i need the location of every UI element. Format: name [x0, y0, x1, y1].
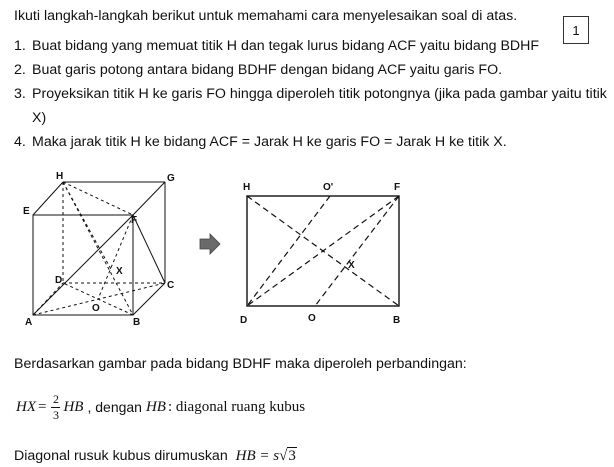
plane-line-fd	[247, 196, 399, 306]
cube-edge-bc	[133, 283, 165, 315]
diagonal-formula-line	[14, 448, 297, 465]
cube-label-c: C	[167, 280, 175, 291]
plane-label-o: O	[308, 313, 316, 324]
step-number: 4.	[14, 134, 26, 150]
cube-label-g: G	[167, 173, 175, 184]
formula-variable: HB	[145, 398, 166, 415]
cube-label-f: F	[131, 215, 138, 226]
diagonal-expression	[236, 448, 297, 464]
intro-text: Ikuti langkah-langkah berikut untuk memahami cara menyelesaikan soal di atas.	[14, 8, 518, 24]
step-number: 1.	[14, 38, 26, 54]
cube-diag-hb	[63, 182, 133, 315]
plane-label-d: D	[240, 315, 248, 326]
formula-description: : diagonal ruang kubus	[167, 398, 306, 415]
plane-bdhf-diagram	[247, 196, 399, 306]
cube-line-hx	[63, 182, 112, 271]
plane-label-h: H	[243, 182, 251, 193]
cube-label-e: E	[23, 206, 30, 217]
cube-label-a: A	[25, 317, 33, 328]
cube-label-b: B	[133, 317, 141, 328]
fraction-numerator: 2	[52, 391, 59, 406]
geometry-figure	[0, 160, 614, 335]
formula-eq: =	[38, 398, 47, 415]
formula-fraction	[51, 393, 60, 422]
step-item	[14, 58, 612, 82]
sqrt-radicand: 3	[288, 448, 296, 464]
sqrt-symbol: √3	[279, 448, 296, 464]
step-item	[14, 130, 612, 154]
step-item	[14, 82, 612, 130]
cube-label-o: O	[92, 303, 100, 314]
formula-separator: , dengan	[87, 399, 142, 415]
plane-line-oprime-d	[247, 196, 330, 306]
cube-diag-hf	[63, 182, 133, 215]
plane-line-fo	[315, 196, 399, 306]
ratio-intro-text: Berdasarkan gambar pada bidang BDHF maka diperoleh perbandingan:	[14, 356, 467, 372]
page-badge: 1	[563, 16, 589, 44]
plane-label-f: F	[394, 182, 401, 193]
cube-edge-eh	[33, 182, 63, 215]
cube-line-af	[33, 215, 133, 315]
cube-label-h: H	[56, 171, 64, 182]
cube-line-fo	[98, 215, 133, 299]
cube-edge-fg	[133, 182, 165, 215]
step-text: Maka jarak titik H ke bidang ACF = Jarak H ke garis FO = Jarak H ke titik X.	[32, 134, 507, 150]
plane-label-oprime: O'	[323, 182, 334, 193]
plane-label-x: X	[348, 260, 355, 271]
cube-diagram	[33, 182, 165, 315]
step-text: Buat garis potong antara bidang BDHF dengan bidang ACF yaitu garis FO.	[32, 62, 503, 78]
diagonal-text: Diagonal rusuk kubus dirumuskan	[14, 448, 228, 464]
cube-line-fc	[133, 215, 165, 283]
ratio-formula	[16, 385, 305, 429]
step-number: 3.	[14, 86, 26, 102]
cube-label-x: X	[116, 266, 123, 277]
fraction-denominator: 3	[52, 407, 59, 422]
steps-list	[14, 34, 612, 154]
formula-rhs: HB	[63, 398, 84, 415]
step-text: Buat bidang yang memuat titik H dan tegak lurus bidang ACF yaitu bidang BDHF	[32, 38, 540, 54]
step-number: 2.	[14, 62, 26, 78]
cube-label-d: D	[55, 275, 63, 286]
step-item	[14, 34, 612, 58]
plane-label-b: B	[393, 315, 401, 326]
diagonal-lhs: HB = s	[235, 448, 280, 464]
arrow-icon	[200, 234, 220, 254]
formula-lhs: HX	[16, 398, 36, 415]
step-text: Proyeksikan titik H ke garis FO hingga diperoleh titik potongnya (jika pada gambar yaitu titik X)	[32, 86, 607, 126]
